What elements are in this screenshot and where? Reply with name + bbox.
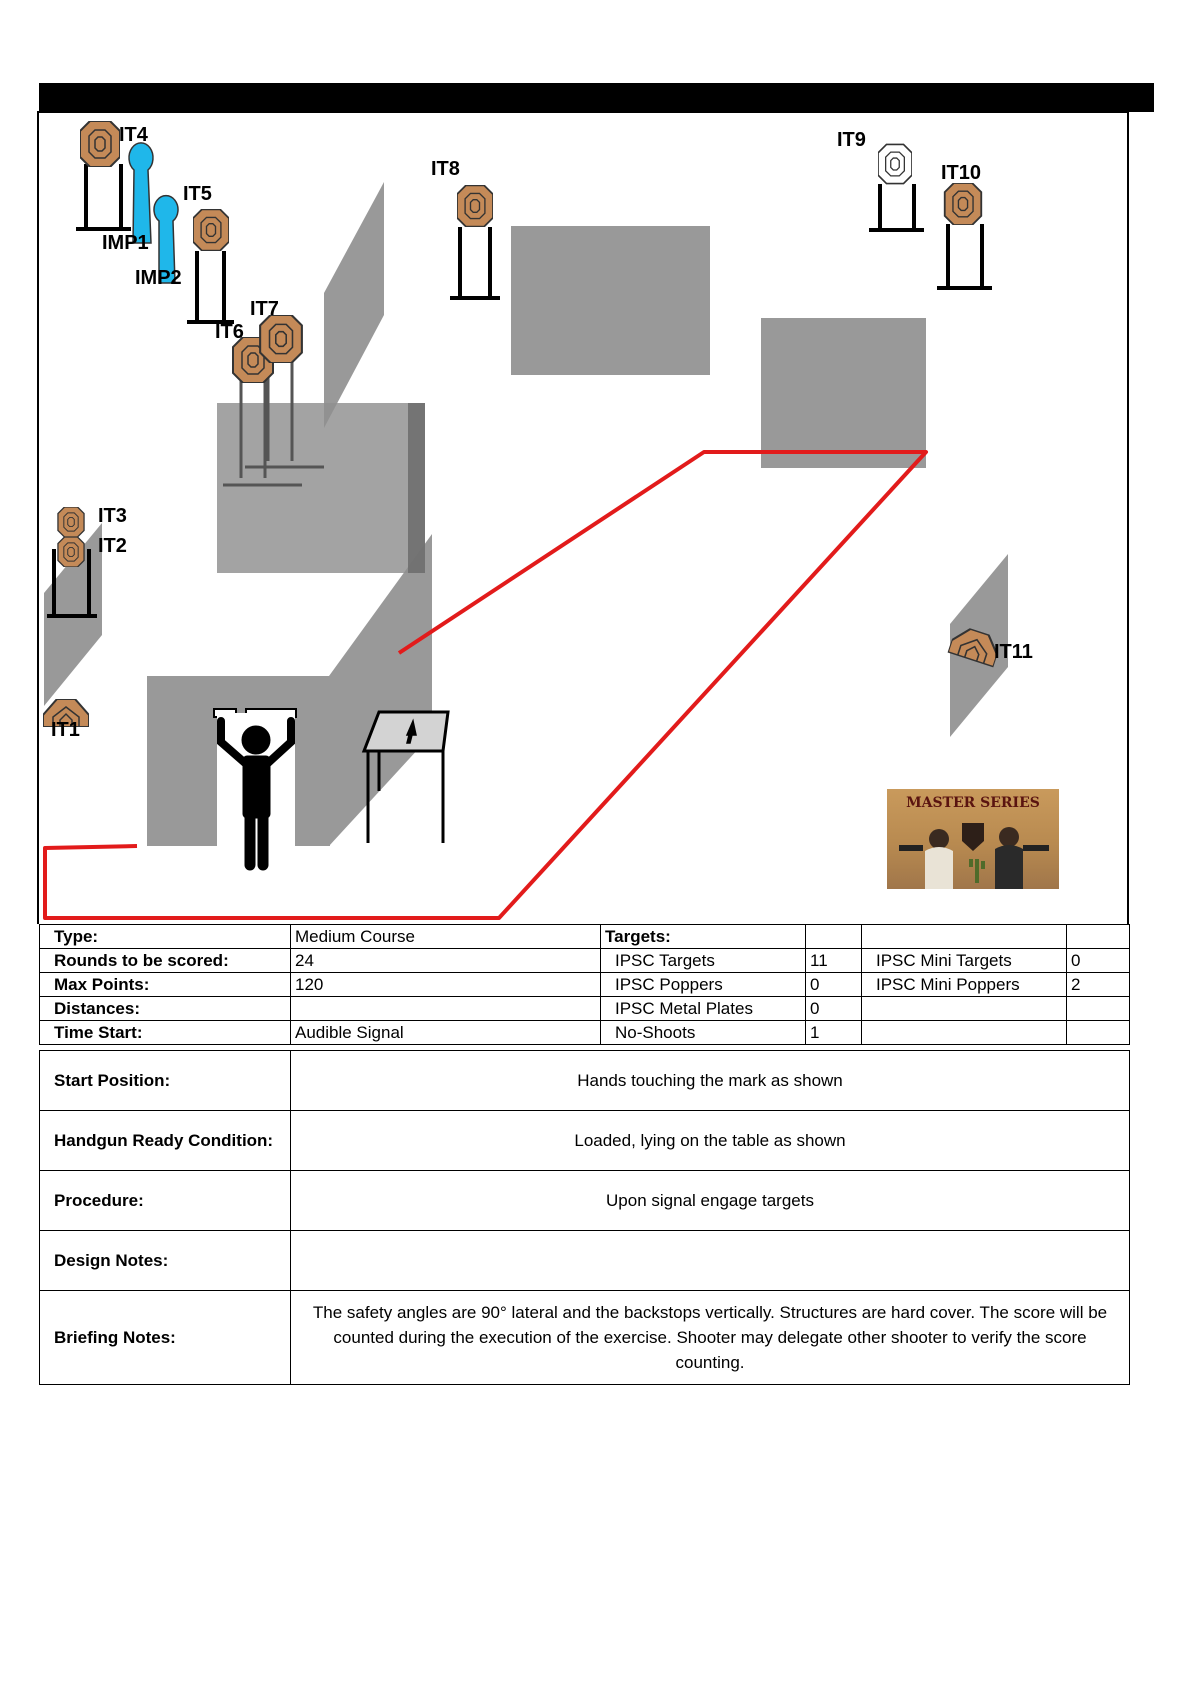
start-position-label: Start Position:: [40, 1051, 291, 1111]
ready-condition-value: Loaded, lying on the table as shown: [291, 1111, 1130, 1171]
ipsc-metal-plates-label: IPSC Metal Plates: [601, 997, 806, 1021]
ipsc-poppers-label: IPSC Poppers: [601, 973, 806, 997]
stage-diagram: [37, 111, 1129, 924]
ipsc-mini-targets-value: 0: [1067, 949, 1130, 973]
label-IT4: IT4: [119, 124, 148, 146]
label-IT11: IT11: [994, 641, 1033, 663]
design-notes-value: [291, 1231, 1130, 1291]
no-shoots-value: 1: [806, 1021, 862, 1045]
label-IT10: IT10: [941, 162, 982, 184]
label-IT1: IT1: [51, 719, 80, 741]
rounds-value: 24: [291, 949, 601, 973]
design-notes-label: Design Notes:: [40, 1231, 291, 1291]
label-IT9: IT9: [837, 129, 866, 151]
label-IMP2: IMP2: [135, 267, 182, 289]
time-start-value: Audible Signal: [291, 1021, 601, 1045]
time-start-label: Time Start:: [40, 1021, 291, 1045]
rounds-label: Rounds to be scored:: [40, 949, 291, 973]
logo-title: MASTER SERIES: [906, 795, 1040, 811]
master-series-logo: [887, 789, 1059, 889]
label-IMP1: IMP1: [102, 232, 149, 254]
ipsc-mini-targets-label: IPSC Mini Targets: [862, 949, 1067, 973]
wall-right-block: [761, 318, 926, 468]
wall-edge-post: [408, 403, 425, 573]
type-value: Medium Course: [291, 925, 601, 949]
distances-value: [291, 997, 601, 1021]
target-IT7: [260, 315, 302, 363]
label-IT3: IT3: [98, 505, 127, 527]
briefing-notes-label: Briefing Notes:: [40, 1291, 291, 1385]
header-bar: [39, 83, 1154, 112]
type-label: Type:: [40, 925, 291, 949]
target-IT4: [80, 121, 120, 167]
wall-front-translucent: [217, 403, 425, 573]
briefing-table: [39, 1050, 1130, 1385]
start-position-value: Hands touching the mark as shown: [291, 1051, 1130, 1111]
max-points-label: Max Points:: [40, 973, 291, 997]
course-summary-table: [39, 924, 1130, 1045]
ipsc-targets-value: 11: [806, 949, 862, 973]
max-points-value: 120: [291, 973, 601, 997]
target-IT3: [58, 507, 84, 537]
distances-label: Distances:: [40, 997, 291, 1021]
label-IT6: IT6: [215, 321, 244, 343]
ipsc-mini-poppers-label: IPSC Mini Poppers: [862, 973, 1067, 997]
targets-label: Targets:: [601, 925, 806, 949]
ipsc-poppers-value: 0: [806, 973, 862, 997]
wall-center-left-diagonal: [324, 182, 384, 428]
popper-IMP1: [129, 143, 153, 243]
no-shoots-label: No-Shoots: [601, 1021, 806, 1045]
ipsc-mini-poppers-value: 2: [1067, 973, 1130, 997]
wall-start-diagonal: [329, 534, 432, 846]
target-IT8: [457, 185, 493, 226]
wall-center-top: [511, 226, 710, 375]
label-IT2: IT2: [98, 535, 127, 557]
ipsc-targets-label: IPSC Targets: [601, 949, 806, 973]
no-shoot-IT9: [878, 144, 912, 183]
target-IT5: [193, 209, 229, 250]
label-IT8: IT8: [431, 158, 460, 180]
ipsc-metal-plates-value: 0: [806, 997, 862, 1021]
procedure-label: Procedure:: [40, 1171, 291, 1231]
briefing-notes-value: The safety angles are 90° lateral and the backstops vertically. Structures are hard cover. The score will be counted during the execution of the exercise. Shooter may delegate other shooter to verify the score counting.: [291, 1291, 1130, 1385]
label-IT7: IT7: [250, 298, 279, 320]
label-IT5: IT5: [183, 183, 212, 205]
ready-condition-label: Handgun Ready Condition:: [40, 1111, 291, 1171]
target-IT2: [58, 537, 84, 567]
procedure-value: Upon signal engage targets: [291, 1171, 1130, 1231]
target-IT10: [945, 183, 982, 225]
